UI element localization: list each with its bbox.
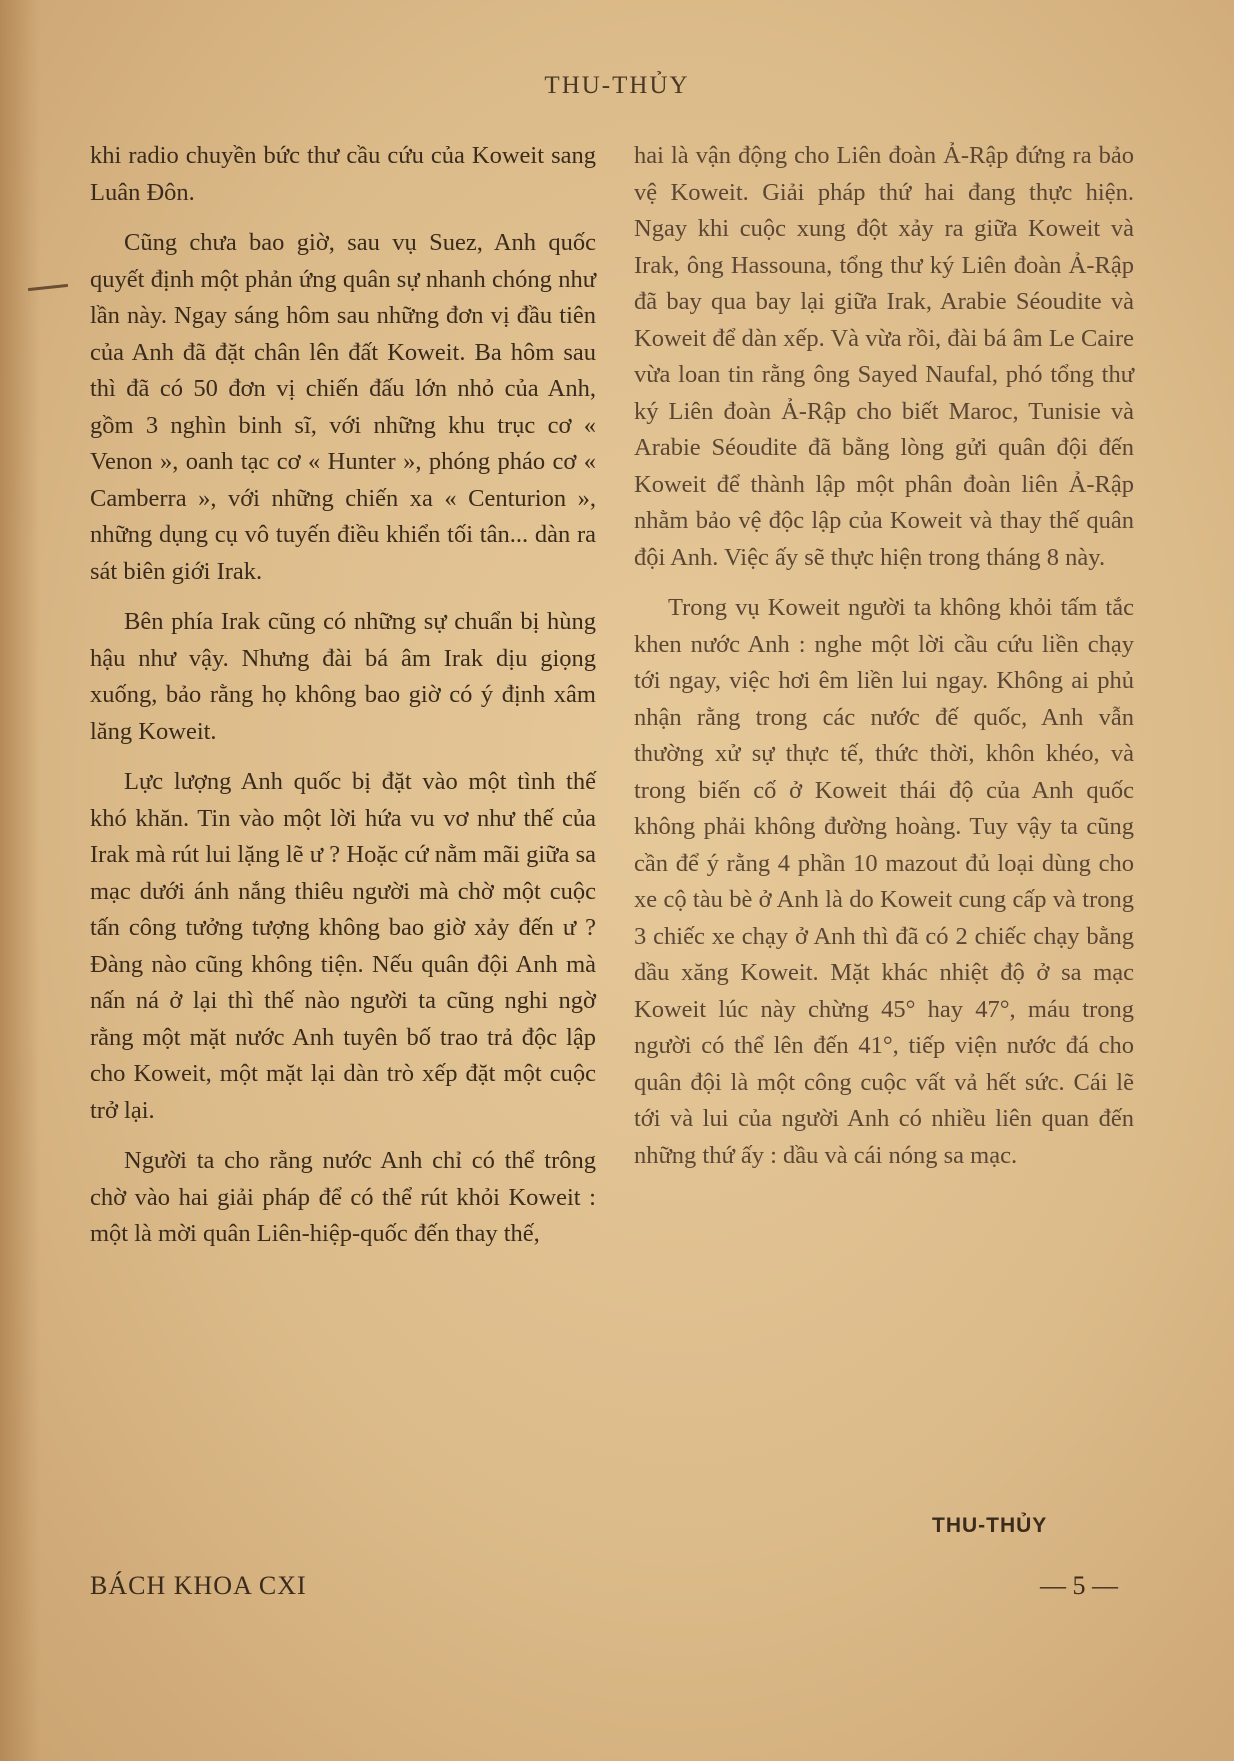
paragraph: Lực lượng Anh quốc bị đặt vào một tình thế khó khăn. Tin vào một lời hứa vu vơ như thế của Irak mà rút lui lặng lẽ ư ? Hoặc cứ nằm mãi giữa sa mạc dưới ánh nắng thiêu người mà chờ một cuộc tấn công tưởng tượng không bao giờ xảy đến ư ? Đàng nào cũng không tiện. Nếu quân đội Anh mà nấn ná ở lại thì thế nào người ta cũng nghi ngờ rằng một mặt nước Anh tuyên bố trao trả độc lập cho Koweit, một mặt lại dàn trò xếp đặt một cuộc trở lại. xyxy=(90,768,596,1124)
page-number: — 5 — xyxy=(1040,1571,1118,1600)
paragraph: khi radio chuyền bức thư cầu cứu của Koweit sang Luân Đôn. xyxy=(90,142,596,206)
running-head: THU-THỦY xyxy=(544,72,690,99)
left-column xyxy=(90,138,596,1267)
paragraph: Trong vụ Koweit người ta không khỏi tấm tắc khen nước Anh : nghe một lời cầu cứu liền chạy tới ngay, việc hơi êm liền lui ngay. Không ai phủ nhận rằng trong các nước đế quốc, Anh vẫn thường xử sự thực tế, thức thời, khôn khéo, và trong biến cố ở Koweit thái độ của Anh quốc không phải không đường hoàng. Tuy vậy ta cũng cần để ý rằng 4 phần 10 mazout đủ loại dùng cho xe cộ tàu bè ở Anh là do Koweit cung cấp và trong 3 chiếc xe chạy ở Anh thì đã có 2 chiếc chạy bằng dầu xăng Koweit. Mặt khác nhiệt độ ở sa mạc Koweit lúc này chừng 45° hay 47°, máu trong người có thể lên đến 41°, tiếp viện nước đá cho quân đội là một công cuộc vất vả hết sức. Cái lẽ tới và lui của người Anh có nhiều liên quan đến những thứ ấy : dầu và cái nóng sa mạc. xyxy=(634,594,1134,1169)
page-edge-shadow xyxy=(0,0,40,1761)
paragraph: Người ta cho rằng nước Anh chỉ có thể trông chờ vào hai giải pháp để có thể rút khỏi Koweit : một là mời quân Liên-hiệp-quốc đến thay thế, xyxy=(90,1147,596,1247)
paragraph: Cũng chưa bao giờ, sau vụ Suez, Anh quốc quyết định một phản ứng quân sự nhanh chóng như lần này. Ngay sáng hôm sau những đơn vị đầu tiên của Anh đã đặt chân lên đất Koweit. Ba hôm sau thì đã có 50 đơn vị chiến đấu lớn nhỏ của Anh, gồm 3 nghìn binh sĩ, với những khu trục cơ « Venon », oanh tạc cơ « Hunter », phóng pháo cơ « Camberra », với những chiến xa « Centurion », những dụng cụ vô tuyến điều khiển tối tân... dàn ra sát biên giới Irak. xyxy=(90,229,596,585)
right-column xyxy=(634,138,1134,1188)
author-signature: THU-THỦY xyxy=(932,1514,1048,1537)
publication-footer: BÁCH KHOA CXI xyxy=(90,1571,307,1600)
paragraph: hai là vận động cho Liên đoàn Ả-Rập đứng ra bảo vệ Koweit. Giải pháp thứ hai đang thực hiện. Ngay khi cuộc xung đột xảy ra giữa Koweit và Irak, ông Hassouna, tổng thư ký Liên đoàn Ả-Rập đã bay qua bay lại giữa Irak, Arabie Séoudite và Koweit để dàn xếp. Và vừa rồi, đài bá âm Le Caire vừa loan tin rằng ông Sayed Naufal, phó tổng thư ký Liên đoàn Ả-Rập cho biết Maroc, Tunisie và Arabie Séoudite đã bằng lòng gửi quân đội đến Koweit để thành lập một phân đoàn liên Ả-Rập nhằm bảo vệ độc lập của Koweit và thay thế quân đội Anh. Việc ấy sẽ thực hiện trong tháng 8 này. xyxy=(634,142,1134,571)
paragraph: Bên phía Irak cũng có những sự chuẩn bị hùng hậu như vậy. Nhưng đài bá âm Irak dịu giọng xuống, bảo rằng họ không bao giờ có ý định xâm lăng Koweit. xyxy=(90,608,596,745)
